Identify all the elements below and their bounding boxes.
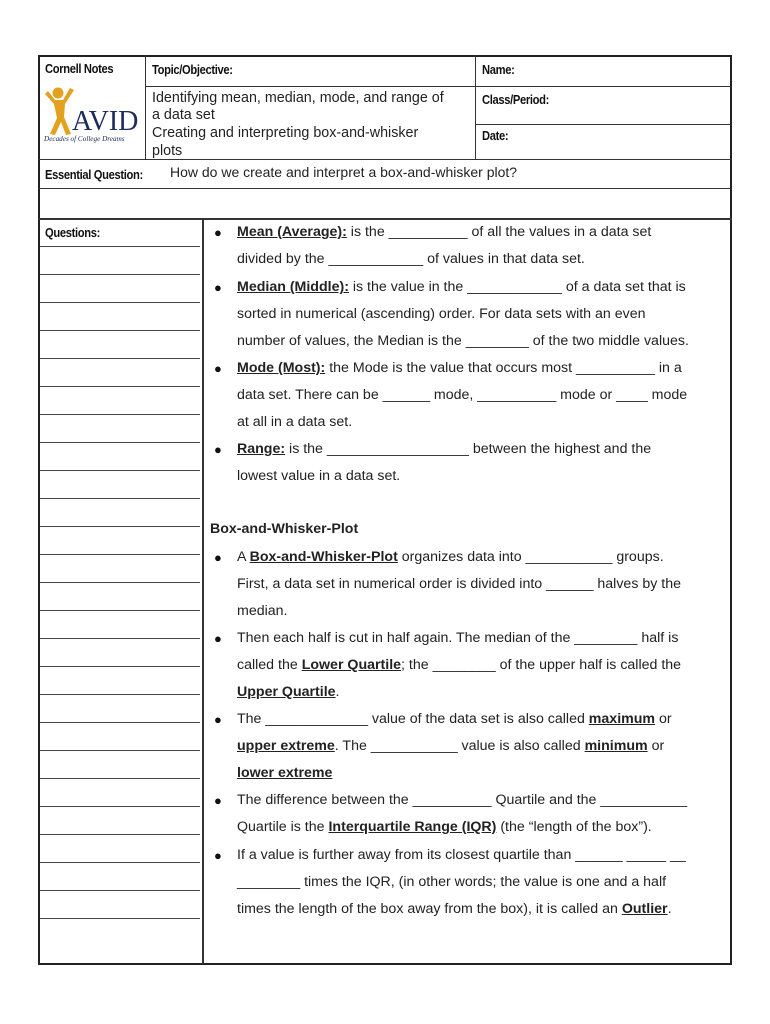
essential-mid-line <box>38 188 732 189</box>
box-whisker-heading: Box-and-Whisker-Plot <box>210 521 359 537</box>
avid-logo <box>44 84 144 156</box>
bullet-icon: ● <box>214 793 222 808</box>
note-median-line-1: Median (Middle): is the value in the ____________ of a data set that is <box>237 279 686 295</box>
cue-column-divider <box>202 219 204 964</box>
note-iqr-line-2: Quartile is the Interquartile Range (IQR) (the “length of the box”). <box>237 819 652 835</box>
question-line <box>40 526 200 527</box>
note-box-line-2: First, a data set in numerical order is divided into ______ halves by the <box>237 576 681 592</box>
bullet-icon: ● <box>214 442 222 457</box>
question-line <box>40 750 200 751</box>
question-line <box>40 778 200 779</box>
essential-question-label: Essential Question: <box>45 167 143 182</box>
question-line <box>40 470 200 471</box>
avid-tagline-text: Decades of College Dreams <box>44 135 125 143</box>
questions-label: Questions: <box>45 225 100 240</box>
question-line <box>40 554 200 555</box>
minimum-term: minimum <box>584 738 648 754</box>
question-line <box>40 274 200 275</box>
topic-line-1: Identifying mean, median, mode, and range of <box>152 90 444 106</box>
note-mode-line-1: Mode (Most): the Mode is the value that occurs most __________ in a <box>237 360 682 376</box>
notes-top-line <box>38 218 732 220</box>
question-line <box>40 386 200 387</box>
bullet-icon: ● <box>214 280 222 295</box>
outlier-term: Outlier <box>621 901 668 917</box>
question-line <box>40 722 200 723</box>
iqr-term: Interquartile Range (IQR) <box>328 819 497 835</box>
name-label: Name: <box>482 62 515 77</box>
bullet-icon: ● <box>214 225 222 240</box>
range-term: Range: <box>237 441 286 457</box>
lower-extreme-term: lower extreme <box>237 765 333 781</box>
header-vline-left <box>145 55 146 159</box>
note-box-line-3: median. <box>237 603 288 619</box>
question-line <box>40 806 200 807</box>
note-extreme-line-2: upper extreme. The ___________ value is also called minimum or <box>237 738 665 754</box>
note-median-line-2: sorted in numerical (ascending) order. For data sets with an even <box>237 306 646 322</box>
question-line <box>40 638 200 639</box>
class-period-label: Class/Period: <box>482 92 549 107</box>
question-line <box>40 414 200 415</box>
bullet-icon: ● <box>214 361 222 376</box>
note-outlier-line-3: times the length of the box away from the box), it is called an Outlier. <box>237 901 672 917</box>
maximum-term: maximum <box>588 711 656 727</box>
question-line <box>40 330 200 331</box>
topic-line-2: a data set <box>152 107 215 123</box>
note-quartile-line-3: Upper Quartile. <box>237 684 340 700</box>
upper-extreme-term: upper extreme <box>237 738 335 754</box>
bullet-icon: ● <box>214 848 222 863</box>
question-line <box>40 918 200 919</box>
note-range-line-2: lowest value in a data set. <box>237 468 401 484</box>
note-outlier-line-1: If a value is further away from its closest quartile than ______ _____ __ <box>237 847 686 863</box>
question-line <box>40 442 200 443</box>
note-quartile-line-2: called the Lower Quartile; the ________ of the upper half is called the <box>237 657 682 673</box>
lower-quartile-term: Lower Quartile <box>301 657 402 673</box>
note-box-line-1: A Box-and-Whisker-Plot organizes data into ___________ groups. <box>237 549 664 565</box>
box-whisker-term: Box-and-Whisker-Plot <box>249 549 398 565</box>
essential-top-line <box>38 159 732 160</box>
note-extreme-line-1: The _____________ value of the data set is also called maximum or <box>237 711 672 727</box>
mean-term: Mean (Average): <box>237 224 347 240</box>
question-line <box>40 666 200 667</box>
note-mean-line-1: Mean (Average): is the __________ of all the values in a data set <box>237 224 652 240</box>
question-line <box>40 610 200 611</box>
note-mode-line-3: at all in a data set. <box>237 414 353 430</box>
mode-term: Mode (Most): <box>237 360 326 376</box>
cornell-notes-label: Cornell Notes <box>45 61 114 76</box>
question-line <box>40 862 200 863</box>
class-hline <box>475 124 732 125</box>
question-line <box>40 246 200 247</box>
date-label: Date: <box>482 128 509 143</box>
note-median-line-3: number of values, the Median is the ________ of the two middle values. <box>237 333 689 349</box>
topic-label: Topic/Objective: <box>152 62 233 77</box>
avid-brand-text: AVID <box>72 106 139 137</box>
topic-line-3: Creating and interpreting box-and-whisker <box>152 125 419 141</box>
note-range-line-1: Range: is the __________________ between the highest and the <box>237 441 652 457</box>
bullet-icon: ● <box>214 712 222 727</box>
note-quartile-line-1: Then each half is cut in half again. The median of the ________ half is <box>237 630 679 646</box>
note-iqr-line-1: The difference between the __________ Quartile and the ___________ <box>237 792 688 808</box>
question-line <box>40 834 200 835</box>
note-mode-line-2: data set. There can be ______ mode, __________ mode or ____ mode <box>237 387 688 403</box>
note-mean-line-2: divided by the ____________ of values in that data set. <box>237 251 585 267</box>
question-line <box>40 302 200 303</box>
note-outlier-line-2: ________ times the IQR, (in other words; the value is one and a half <box>237 874 667 890</box>
upper-quartile-term: Upper Quartile <box>237 684 336 700</box>
bullet-icon: ● <box>214 631 222 646</box>
topic-hline <box>145 86 732 87</box>
question-line <box>40 498 200 499</box>
median-term: Median (Middle): <box>237 279 349 295</box>
header-vline-right <box>475 55 476 159</box>
question-line <box>40 582 200 583</box>
essential-question-text: How do we create and interpret a box-and-whisker plot? <box>170 164 518 180</box>
bullet-icon: ● <box>214 550 222 565</box>
question-line <box>40 694 200 695</box>
question-line <box>40 890 200 891</box>
question-line <box>40 358 200 359</box>
note-extreme-line-3 <box>237 765 332 781</box>
topic-line-4: plots <box>152 143 183 159</box>
